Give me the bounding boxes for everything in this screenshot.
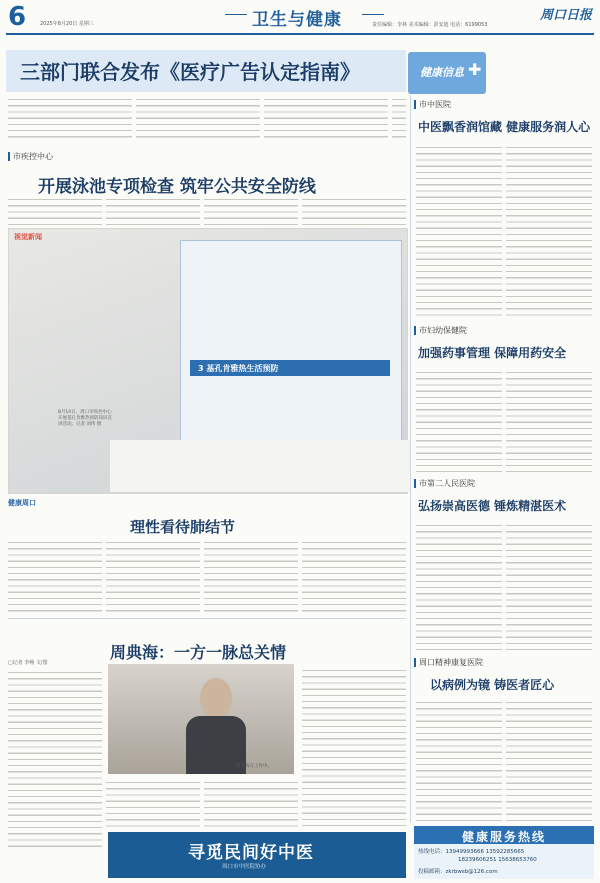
lead-body-col2 bbox=[136, 97, 260, 141]
section-title: 卫生与健康 bbox=[252, 10, 342, 30]
health-info-badge-label: 健康信息 bbox=[420, 66, 464, 79]
kicker-marker bbox=[414, 479, 416, 488]
kicker-marker bbox=[414, 658, 416, 667]
r1-body-col2 bbox=[506, 145, 592, 317]
r4-headline[interactable]: 以病例为镜 铸医者匠心 bbox=[430, 678, 555, 692]
r4-kicker: 周口精神康复医院 bbox=[419, 658, 483, 667]
section-divider bbox=[8, 618, 406, 619]
hotline-title: 健康服务热线 bbox=[462, 830, 547, 844]
slide-title-text: 3 基孔肯雅热生活预防 bbox=[198, 364, 279, 373]
hotline-email[interactable]: 投稿邮箱：zkrbwsb@126.com bbox=[418, 869, 498, 875]
swim-body-col4 bbox=[302, 197, 406, 225]
zhou-body-col3 bbox=[204, 780, 298, 828]
r3-body-col2 bbox=[506, 523, 592, 651]
nodule-body-col1 bbox=[8, 540, 102, 612]
title-rule-left bbox=[225, 14, 247, 15]
lead-body-col1 bbox=[8, 97, 132, 141]
r3-body-col1 bbox=[416, 523, 502, 651]
r4-body-col1 bbox=[416, 700, 502, 822]
kicker-marker bbox=[8, 152, 10, 161]
r1-headline[interactable]: 中医飘香润馆藏 健康服务润人心 bbox=[418, 120, 591, 134]
zhou-byline: □记者 李畅 文/图 bbox=[8, 660, 48, 666]
editor-credits: 责任编辑：李林 美术编辑：彭安迪 电话：6199053 bbox=[372, 22, 488, 28]
audience-row bbox=[110, 440, 410, 492]
r4-body-col2 bbox=[506, 700, 592, 822]
campaign-subtitle: 周口市中医院协办 bbox=[222, 864, 267, 870]
newspaper-logo: 周口日报 bbox=[540, 8, 593, 23]
kicker-marker bbox=[414, 100, 416, 109]
health-mouth-label: 健康周口 bbox=[8, 499, 36, 507]
nodule-body-col4 bbox=[302, 540, 406, 612]
date-line: 2025年8月20日 星期三 bbox=[40, 21, 94, 27]
video-news-badge: 视觉新闻 bbox=[14, 233, 42, 241]
r2-headline[interactable]: 加强药事管理 保障用药安全 bbox=[418, 346, 567, 360]
hotline-phones[interactable]: 热线电话：13949993666 13592285665 bbox=[418, 849, 525, 855]
lead-headline[interactable]: 三部门联合发布《医疗广告认定指南》 bbox=[20, 60, 360, 84]
r2-kicker: 市妇幼保健院 bbox=[419, 326, 467, 335]
zhou-body-col2 bbox=[106, 780, 200, 828]
column-divider bbox=[410, 95, 411, 823]
swim-body-col3 bbox=[204, 197, 298, 225]
lead-body-col3 bbox=[264, 97, 388, 141]
r3-kicker: 市第二人民医院 bbox=[419, 479, 475, 488]
kicker-marker bbox=[414, 326, 416, 335]
page-number: 6 bbox=[8, 2, 27, 32]
swim-kicker: 市疾控中心 bbox=[13, 152, 53, 161]
nodule-body-col3 bbox=[204, 540, 298, 612]
zhou-body-col1 bbox=[8, 670, 102, 848]
nodule-body-col2 bbox=[106, 540, 200, 612]
medical-cross-icon: ✚ bbox=[468, 60, 482, 79]
masthead-rule bbox=[6, 33, 594, 35]
title-rule-right bbox=[362, 14, 384, 15]
presentation-screen bbox=[180, 240, 402, 442]
r1-kicker: 市中医院 bbox=[419, 100, 451, 109]
swim-headline[interactable]: 开展泳池专项检查 筑牢公共安全防线 bbox=[38, 177, 316, 197]
swim-photo-caption: 8月14日，周口市疾控中心开展基孔肯雅热预防知识宣讲活动。记者 刘伟 摄 bbox=[58, 410, 112, 427]
r2-body-col2 bbox=[506, 370, 592, 472]
nodule-headline[interactable]: 理性看待肺结节 bbox=[130, 518, 236, 536]
r1-body-col1 bbox=[416, 145, 502, 317]
r2-body-col1 bbox=[416, 370, 502, 472]
r3-headline[interactable]: 弘扬崇高医德 锤炼精湛医术 bbox=[418, 499, 567, 513]
zhou-photo-caption: 周典海在工作中。 bbox=[236, 764, 272, 769]
zhou-body-col4 bbox=[302, 668, 406, 828]
zhou-headline[interactable]: 周典海：一方一脉总关情 bbox=[110, 643, 287, 662]
campaign-title: 寻觅民间好中医 bbox=[188, 843, 314, 863]
portrait-face bbox=[200, 678, 232, 718]
hotline-phones-2[interactable]: 18239606251 15638653760 bbox=[458, 857, 537, 863]
lead-body-col4 bbox=[392, 97, 406, 141]
swim-body-col2 bbox=[106, 197, 200, 225]
